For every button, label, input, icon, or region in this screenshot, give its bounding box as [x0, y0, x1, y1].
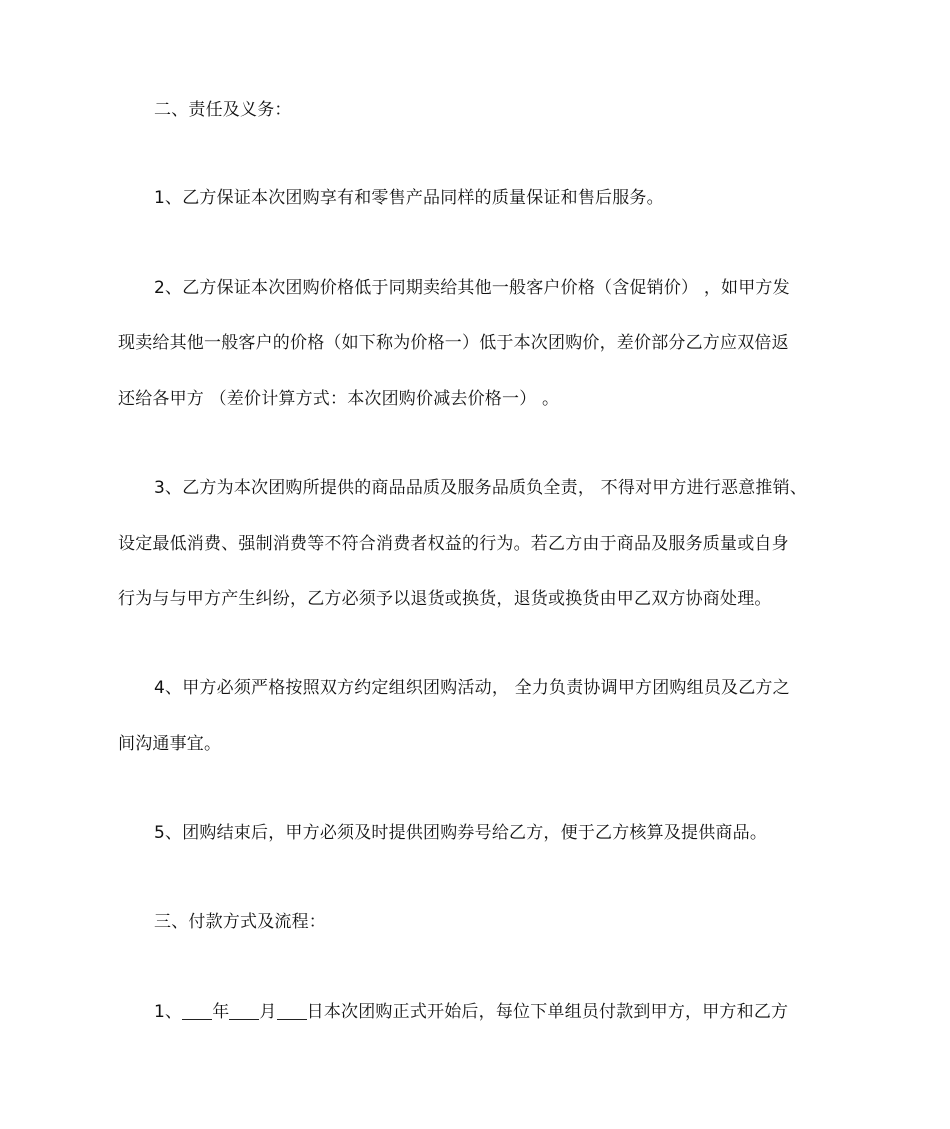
responsibility-item-3-line-3: 行为与与甲方产生纠纷，乙方必须予以退货或换货，退货或换货由甲乙双方协商处理。 — [118, 589, 772, 609]
month-blank-line — [229, 1018, 259, 1020]
responsibility-item-3-line-1: 3、乙方为本次团购所提供的商品品质及服务品质负全责， 不得对甲方进行恶意推销、 — [154, 478, 808, 498]
responsibility-item-1: 1、乙方保证本次团购享有和零售产品同样的质量保证和售后服务。 — [154, 188, 664, 208]
responsibility-item-3-line-2: 设定最低消费、强制消费等不符合消费者权益的行为。若乙方由于商品及服务质量或自身 — [118, 534, 789, 554]
responsibility-item-4-line-1: 4、甲方必须严格按照双方约定组织团购活动， 全力负责协调甲方团购组员及乙方之 — [154, 678, 790, 698]
responsibility-item-2-line-2: 现卖给其他一般客户的价格（如下称为价格一）低于本次团购价，差价部分乙方应双倍返 — [118, 333, 789, 353]
responsibility-item-2-line-1: 2、乙方保证本次团购价格低于同期卖给其他一般客户价格（含促销价） ，如甲方发 — [154, 278, 790, 298]
payment-item-1-text: 日本次团购正式开始后，每位下单组员付款到甲方，甲方和乙方 — [306, 1002, 789, 1022]
payment-year-label: 年 — [212, 1002, 230, 1022]
responsibility-item-5: 5、团购结束后，甲方必须及时提供团购券号给乙方，便于乙方核算及提供商品。 — [154, 823, 768, 843]
payment-month-label: 月 — [259, 1002, 277, 1022]
section-heading-responsibilities: 二、责任及义务： — [154, 100, 292, 120]
payment-item-1-line-1 — [154, 1000, 874, 1024]
responsibility-item-4-line-2: 间沟通事宜。 — [118, 734, 222, 754]
section-heading-payment: 三、付款方式及流程： — [154, 912, 326, 932]
responsibility-item-2-line-3: 还给各甲方 （差价计算方式：本次团购价减去价格一） 。 — [118, 389, 560, 409]
payment-item-1-prefix: 1、 — [154, 1002, 183, 1022]
year-blank-line — [182, 1018, 212, 1020]
day-blank-line — [277, 1018, 307, 1020]
